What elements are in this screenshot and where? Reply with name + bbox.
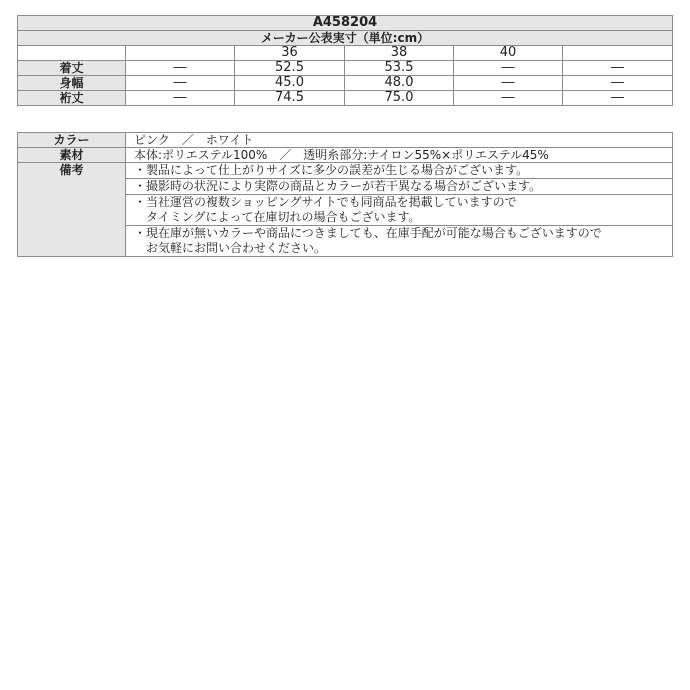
cell: 52.5 xyxy=(235,61,345,76)
note-item xyxy=(126,226,673,257)
note-line: ・当社運営の複数ショッピングサイトでも同商品を掲載していますので xyxy=(134,195,517,209)
cell: ― xyxy=(126,61,235,76)
size-table-subtitle: メーカー公表実寸（単位:cm） xyxy=(18,31,673,46)
color-value: ピンク ／ ホワイト xyxy=(126,133,673,148)
cell: ― xyxy=(563,61,673,76)
cell: ― xyxy=(563,76,673,91)
cell: 74.5 xyxy=(235,91,345,106)
cell: ― xyxy=(126,91,235,106)
note-item xyxy=(126,179,673,195)
note-item xyxy=(126,195,673,226)
table-row xyxy=(18,91,673,106)
row-label-sleeve: 裄丈 xyxy=(18,91,126,106)
color-label: カラー xyxy=(18,133,126,148)
info-table xyxy=(17,132,673,257)
notes-label: 備考 xyxy=(18,163,126,257)
cell: 75.0 xyxy=(345,91,454,106)
corner-cell xyxy=(18,46,126,61)
note-line: お気軽にお問い合わせください。 xyxy=(134,241,327,255)
cell: ― xyxy=(563,91,673,106)
cell: ― xyxy=(454,76,563,91)
cell: 53.5 xyxy=(345,61,454,76)
row-label-length: 着丈 xyxy=(18,61,126,76)
size-header xyxy=(126,46,235,61)
cell: 45.0 xyxy=(235,76,345,91)
row-label-width: 身幅 xyxy=(18,76,126,91)
size-header: 38 xyxy=(345,46,454,61)
cell: ― xyxy=(454,61,563,76)
note-line: タイミングによって在庫切れの場合もございます。 xyxy=(134,210,421,224)
cell: 48.0 xyxy=(345,76,454,91)
cell: ― xyxy=(126,76,235,91)
table-row xyxy=(18,61,673,76)
note-line: ・現在庫が無いカラーや商品につきましても、在庫手配が可能な場合もございますので xyxy=(134,226,602,240)
size-header: 36 xyxy=(235,46,345,61)
size-header xyxy=(563,46,673,61)
table-row xyxy=(18,76,673,91)
size-table xyxy=(17,15,673,106)
note-line: ・撮影時の状況により実際の商品とカラーが若干異なる場合がございます。 xyxy=(134,179,542,193)
size-header: 40 xyxy=(454,46,563,61)
material-label: 素材 xyxy=(18,148,126,163)
cell: ― xyxy=(454,91,563,106)
note-line: ・製品によって仕上がりサイズに多少の誤差が生じる場合がございます。 xyxy=(134,163,529,177)
note-item xyxy=(126,163,673,179)
material-value: 本体:ポリエステル100% ／ 透明糸部分:ナイロン55%×ポリエステル45% xyxy=(126,148,673,163)
product-code: A458204 xyxy=(18,16,673,31)
